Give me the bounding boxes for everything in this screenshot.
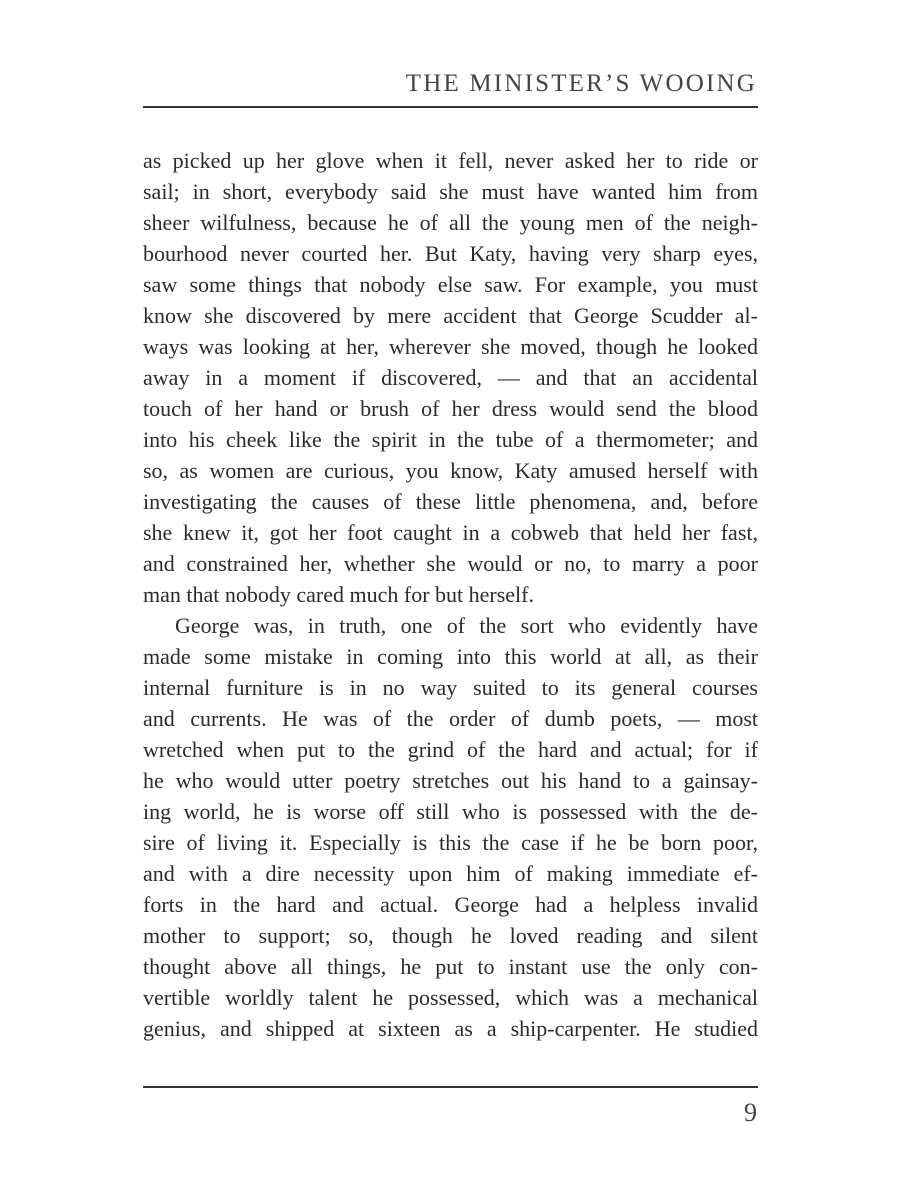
text-line: investigating the causes of these little phenomena, and, before [143,489,758,514]
text-line: as picked up her glove when it fell, never asked her to ride or [143,148,758,173]
text-line: so, as women are curious, you know, Katy amused herself with [143,458,758,483]
text-line: and constrained her, whether she would or no, to marry a poor [143,551,758,576]
text-line: forts in the hard and actual. George had a helpless invalid [143,892,758,917]
body-text [143,145,758,1044]
paragraph-2 [143,610,758,1044]
text-line: vertible worldly talent he possessed, which was a mechanical [143,985,758,1010]
text-line: know she discovered by mere accident that George Scudder al- [143,303,758,328]
text-line: and currents. He was of the order of dumb poets, — most [143,706,758,731]
text-line: made some mistake in coming into this world at all, as their [143,644,758,669]
text-line: internal furniture is in no way suited to its general courses [143,675,758,700]
text-line: sail; in short, everybody said she must have wanted him from [143,179,758,204]
text-line: sheer wilfulness, because he of all the young men of the neigh- [143,210,758,235]
paragraph-1 [143,145,758,610]
text-line: genius, and shipped at sixteen as a ship-carpenter. He studied [143,1016,758,1041]
text-line: touch of her hand or brush of her dress would send the blood [143,396,758,421]
text-line: ways was looking at her, wherever she moved, though he looked [143,334,758,359]
text-line: saw some things that nobody else saw. For example, you must [143,272,758,297]
text-line: bourhood never courted her. But Katy, having very sharp eyes, [143,241,758,266]
footer-rule [143,1086,758,1088]
text-line: thought above all things, he put to instant use the only con- [143,954,758,979]
header-rule [143,106,758,108]
running-head: THE MINISTER’S WOOING [405,70,757,97]
text-line: sire of living it. Especially is this the case if he be born poor, [143,830,758,855]
text-line: mother to support; so, though he loved reading and silent [143,923,758,948]
text-line: he who would utter poetry stretches out his hand to a gainsay- [143,768,758,793]
text-line: and with a dire necessity upon him of making immediate ef- [143,861,758,886]
text-line: into his cheek like the spirit in the tube of a thermometer; and [143,427,758,452]
page-number: 9 [744,1098,757,1127]
text-line: man that nobody cared much for but herself. [143,582,534,607]
text-line: George was, in truth, one of the sort who evidently have [175,613,758,638]
text-line: away in a moment if discovered, — and that an accidental [143,365,758,390]
text-line: wretched when put to the grind of the hard and actual; for if [143,737,758,762]
text-line: ing world, he is worse off still who is possessed with the de- [143,799,758,824]
text-line: she knew it, got her foot caught in a cobweb that held her fast, [143,520,758,545]
